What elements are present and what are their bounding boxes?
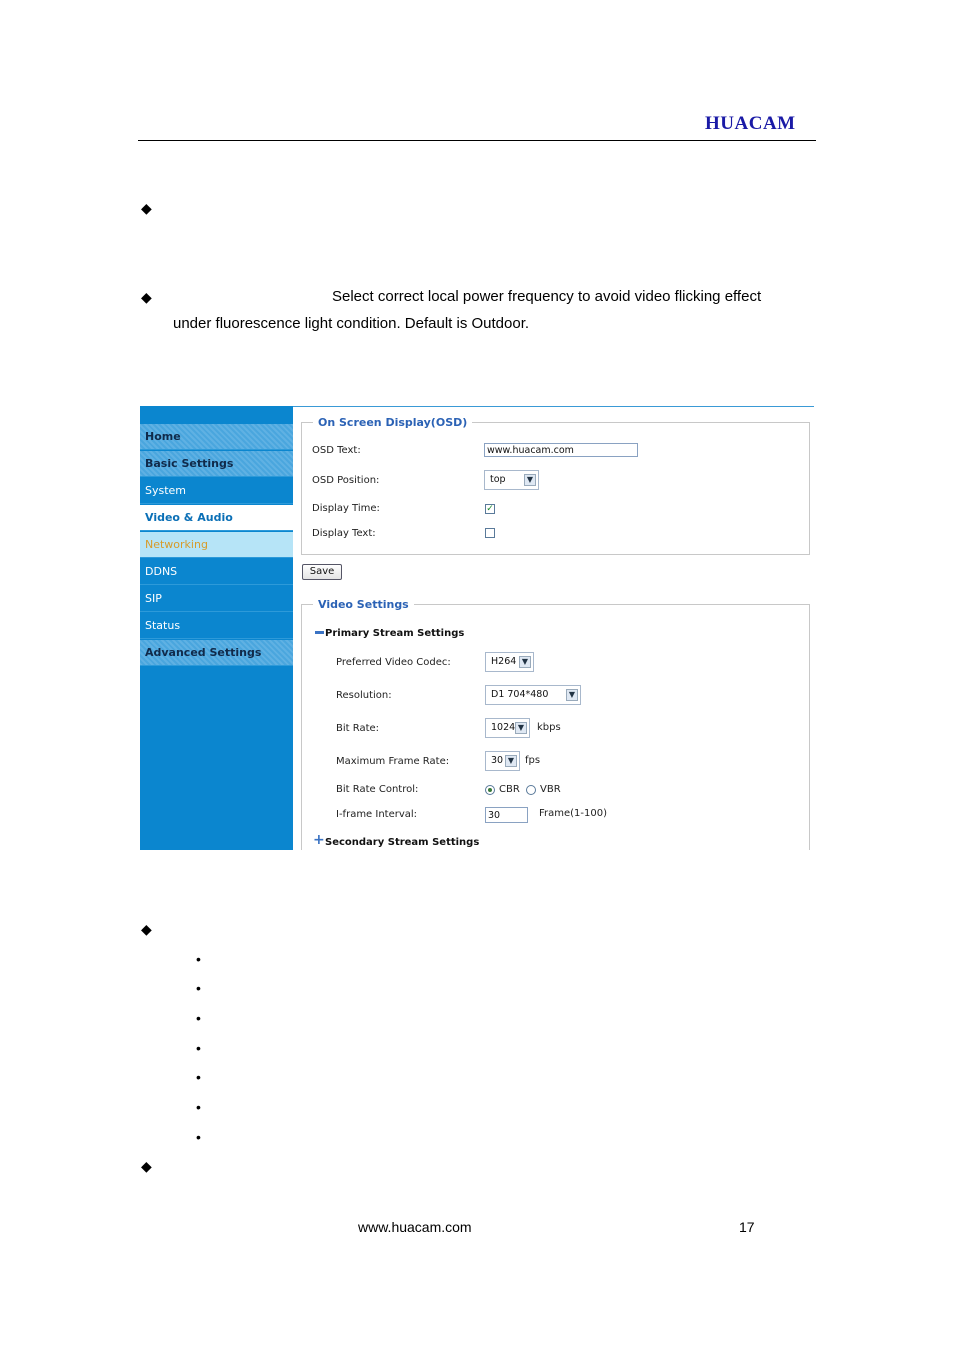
resolution-value: D1 704*480 [491, 689, 549, 700]
osd-text-input[interactable]: www.huacam.com [484, 443, 638, 457]
camera-settings-screenshot [140, 406, 814, 850]
display-time-checkbox[interactable] [485, 504, 495, 514]
bitrate-unit: kbps [537, 722, 561, 733]
paragraph-line: Select correct local power frequency to avoid video flicking effect [332, 288, 762, 305]
dot-bullet-icon: • [196, 1010, 201, 1026]
sidebar-item-networking[interactable]: Networking [140, 532, 293, 558]
display-time-label: Display Time: [312, 503, 380, 514]
sidebar [140, 406, 293, 850]
codec-value: H264 [491, 656, 517, 667]
sidebar-item-status[interactable]: Status [140, 613, 293, 639]
video-settings-legend: Video Settings [313, 598, 414, 611]
cbr-radio[interactable] [485, 785, 495, 795]
sidebar-item-system[interactable]: System [140, 478, 293, 504]
diamond-bullet-icon: ◆ [141, 289, 152, 305]
codec-label: Preferred Video Codec: [336, 657, 451, 668]
iframe-unit: Frame(1-100) [539, 808, 608, 819]
chevron-down-icon: ▼ [524, 474, 536, 486]
dot-bullet-icon: • [196, 980, 201, 996]
framerate-label: Maximum Frame Rate: [336, 756, 450, 767]
bitrate-value: 1024 [491, 722, 516, 733]
dot-bullet-icon: • [196, 1069, 201, 1085]
vbr-radio[interactable] [526, 785, 536, 795]
dot-bullet-icon: • [196, 1129, 201, 1145]
diamond-bullet-icon: ◆ [141, 1158, 152, 1174]
paragraph-line: under fluorescence light condition. Default is Outdoor. [173, 315, 530, 332]
osd-legend: On Screen Display(OSD) [313, 416, 472, 429]
sidebar-item-advanced-settings[interactable]: Advanced Settings [140, 640, 293, 666]
primary-stream-title: Primary Stream Settings [325, 628, 465, 639]
diamond-bullet-icon: ◆ [141, 921, 152, 937]
dot-bullet-icon: • [196, 1099, 201, 1115]
save-button[interactable]: Save [302, 564, 342, 580]
sidebar-item-basic-settings[interactable]: Basic Settings [140, 451, 293, 477]
brand-logo: HUACAM [705, 113, 796, 134]
bitrate-label: Bit Rate: [336, 723, 380, 734]
page-number: 17 [739, 1219, 755, 1235]
osd-position-select[interactable] [484, 470, 539, 490]
display-text-label: Display Text: [312, 528, 376, 539]
osd-text-label: OSD Text: [312, 445, 361, 456]
chevron-down-icon: ▼ [566, 689, 578, 701]
osd-fieldset [301, 422, 810, 555]
brc-label: Bit Rate Control: [336, 784, 419, 795]
resolution-select[interactable] [485, 685, 581, 705]
secondary-stream-title: Secondary Stream Settings [325, 837, 480, 848]
diamond-bullet-icon: ◆ [141, 200, 152, 216]
iframe-input[interactable]: 30 [485, 807, 528, 823]
vbr-label: VBR [540, 784, 561, 795]
collapse-minus-icon[interactable] [315, 631, 324, 634]
chevron-down-icon: ▼ [519, 656, 531, 668]
chevron-down-icon: ▼ [515, 722, 527, 734]
sidebar-top [140, 406, 293, 424]
sidebar-item-ddns[interactable]: DDNS [140, 559, 293, 585]
dot-bullet-icon: • [196, 1040, 201, 1056]
osd-position-label: OSD Position: [312, 475, 380, 486]
dot-bullet-icon: • [196, 951, 201, 967]
cbr-label: CBR [499, 784, 520, 795]
framerate-unit: fps [525, 755, 541, 766]
expand-plus-icon[interactable]: + [313, 832, 325, 848]
sidebar-item-home[interactable]: Home [140, 424, 293, 450]
framerate-value: 30 [491, 755, 504, 766]
display-text-checkbox[interactable] [485, 528, 495, 538]
header-rule [138, 140, 816, 141]
osd-position-value: top [490, 474, 506, 485]
top-divider [293, 406, 814, 407]
iframe-label: I-frame Interval: [336, 809, 418, 820]
footer-url: www.huacam.com [358, 1219, 472, 1235]
framerate-select[interactable] [485, 751, 520, 771]
sidebar-item-sip[interactable]: SIP [140, 586, 293, 612]
chevron-down-icon: ▼ [505, 755, 517, 767]
codec-select[interactable] [485, 652, 534, 672]
check-icon: ✓ [486, 504, 494, 514]
bitrate-select[interactable] [485, 718, 530, 738]
resolution-label: Resolution: [336, 690, 392, 701]
sidebar-item-video-audio[interactable]: Video & Audio [140, 505, 293, 531]
